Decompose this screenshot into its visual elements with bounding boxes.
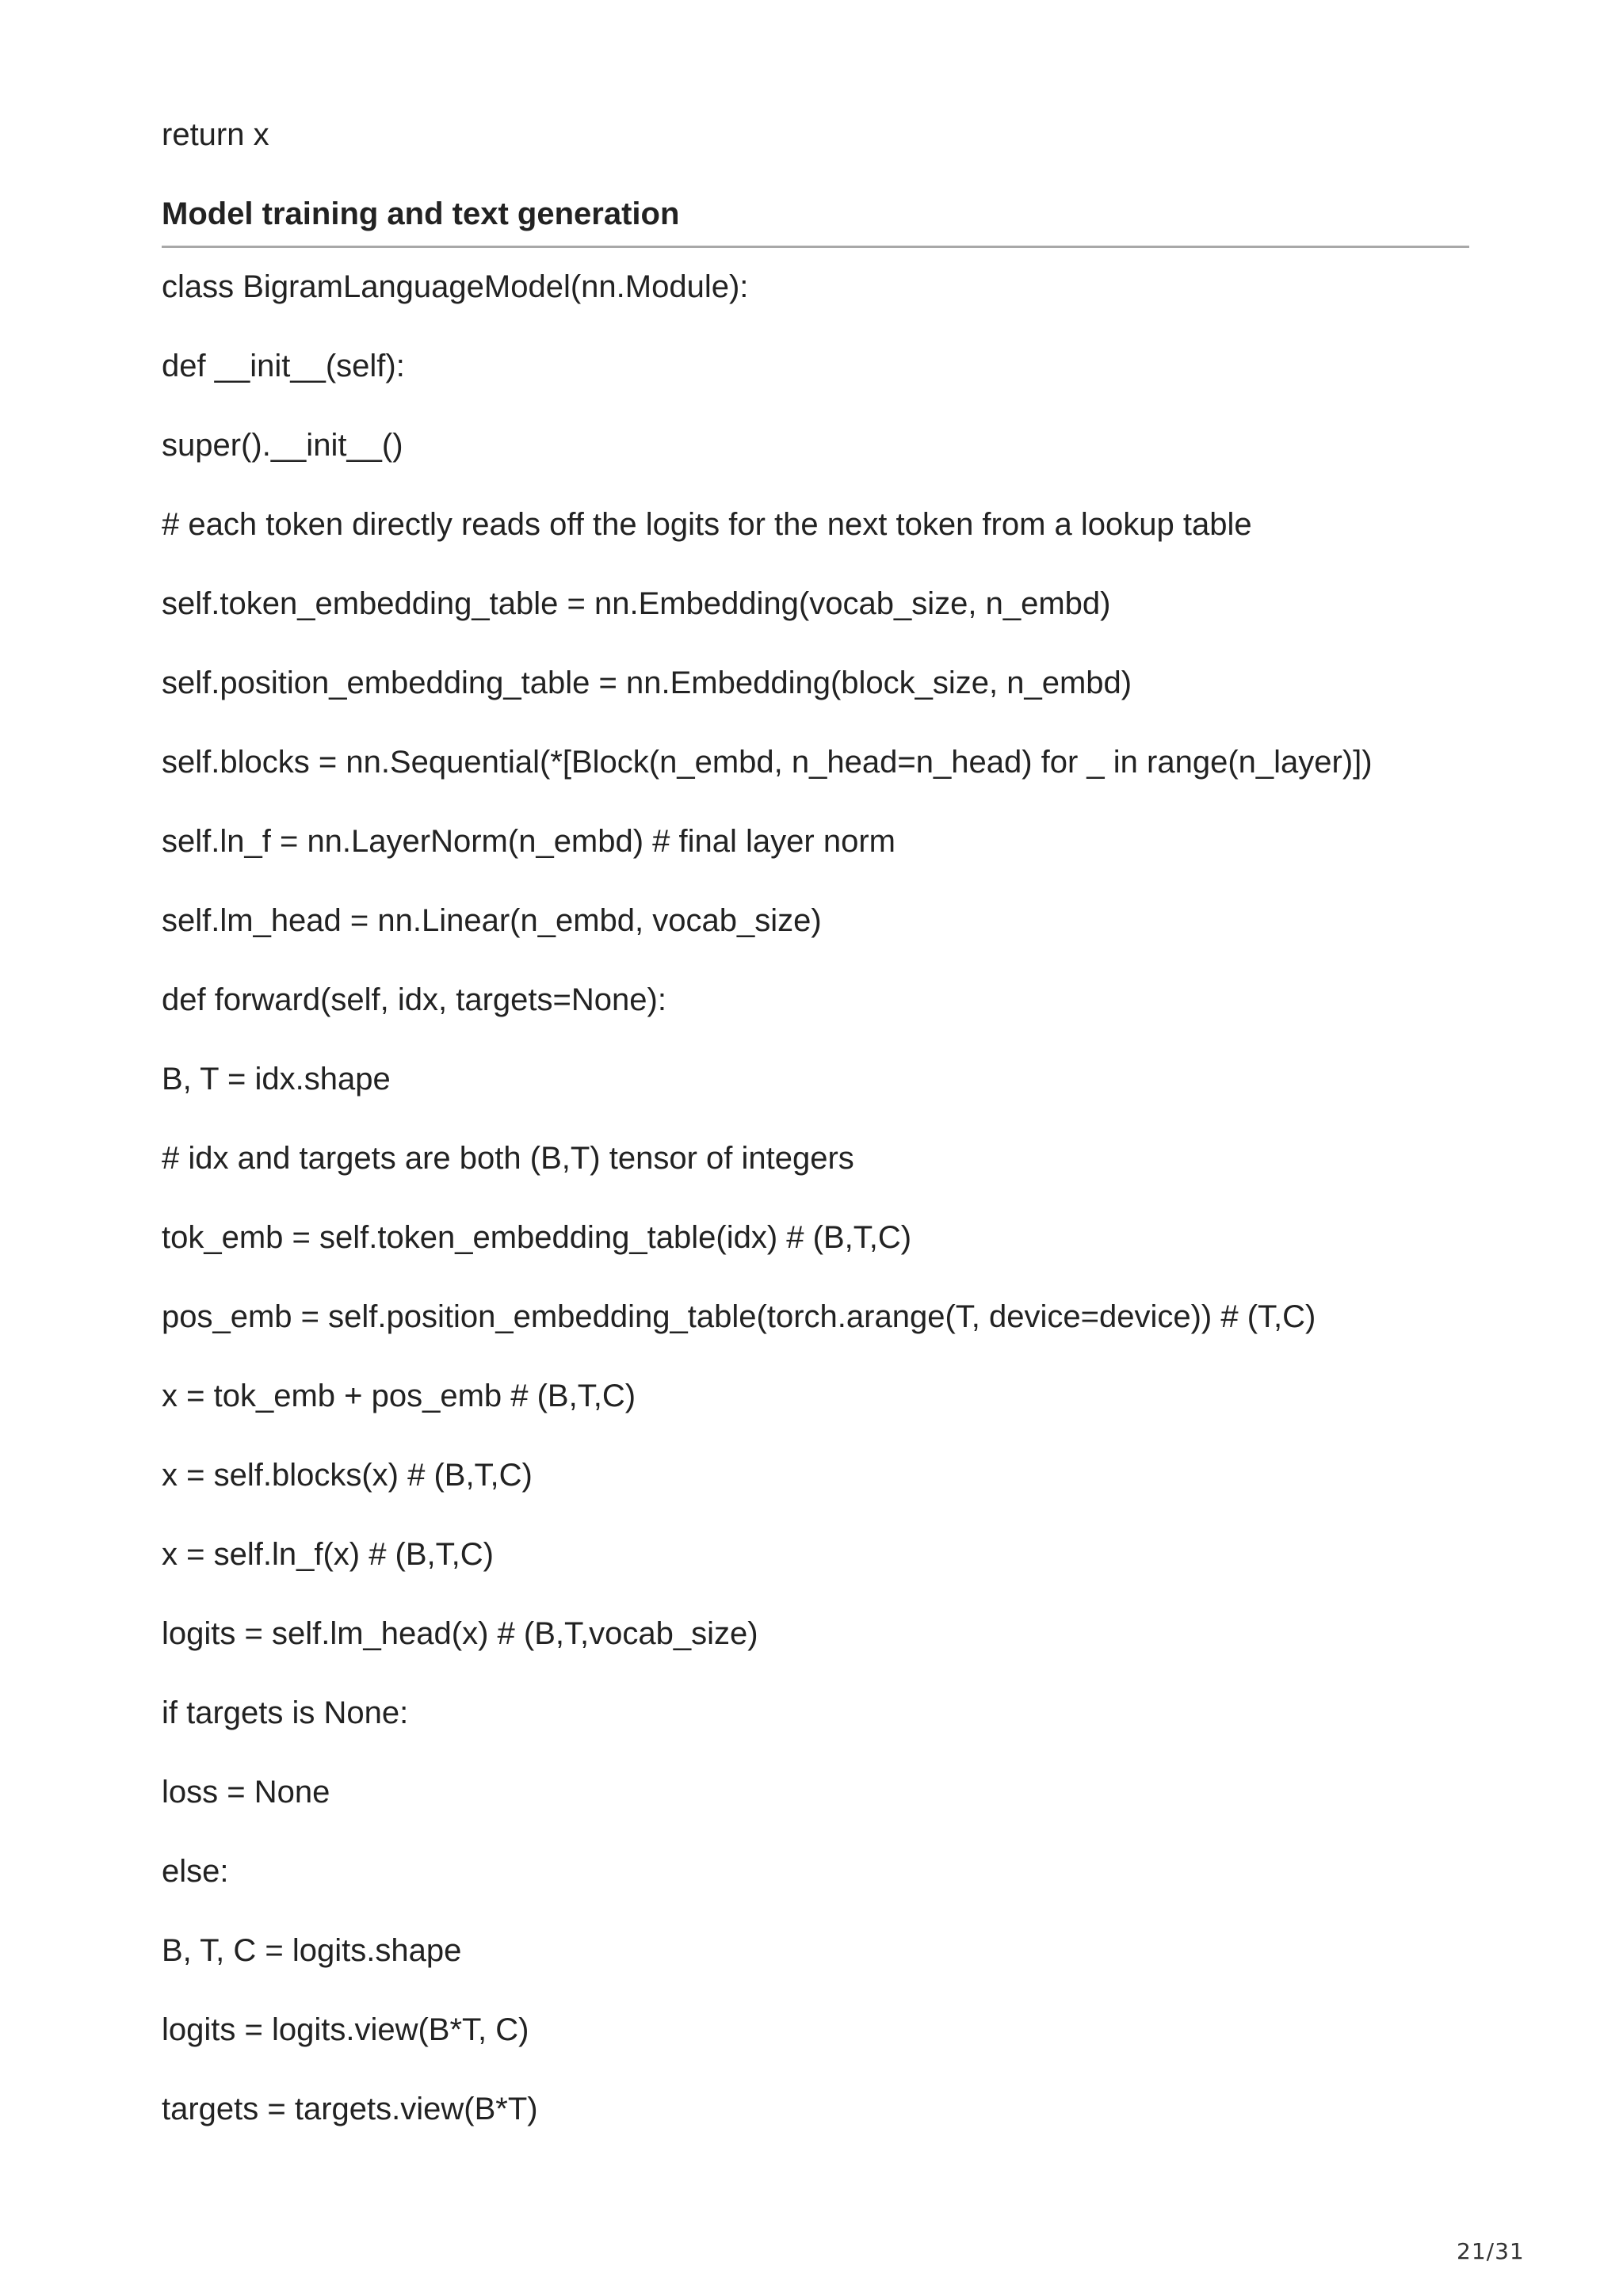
- code-line: if targets is None:: [162, 1695, 409, 1730]
- code-line: self.ln_f = nn.LayerNorm(n_embd) # final layer norm: [162, 824, 896, 859]
- code-line: super().__init__(): [162, 428, 403, 463]
- code-line: self.token_embedding_table = nn.Embedding(vocab_size, n_embd): [162, 586, 1111, 621]
- code-line: tok_emb = self.token_embedding_table(idx) # (B,T,C): [162, 1220, 912, 1255]
- code-line: x = self.ln_f(x) # (B,T,C): [162, 1537, 494, 1572]
- code-line: self.blocks = nn.Sequential(*[Block(n_embd, n_head=n_head) for _ in range(n_layer)]): [162, 745, 1373, 780]
- intro-code-line: return x: [162, 117, 269, 152]
- section-heading: Model training and text generation: [162, 196, 680, 231]
- code-line: class BigramLanguageModel(nn.Module):: [162, 269, 749, 304]
- heading-divider: [162, 246, 1469, 248]
- code-line: self.lm_head = nn.Linear(n_embd, vocab_size): [162, 903, 822, 938]
- code-line: logits = self.lm_head(x) # (B,T,vocab_size): [162, 1616, 758, 1651]
- code-line: loss = None: [162, 1775, 330, 1810]
- code-line: pos_emb = self.position_embedding_table(torch.arange(T, device=device)) # (T,C): [162, 1299, 1316, 1334]
- code-line: x = self.blocks(x) # (B,T,C): [162, 1458, 533, 1493]
- code-line: self.position_embedding_table = nn.Embedding(block_size, n_embd): [162, 666, 1132, 700]
- code-line: def forward(self, idx, targets=None):: [162, 982, 666, 1017]
- code-line: B, T = idx.shape: [162, 1062, 391, 1097]
- code-line: def __init__(self):: [162, 349, 405, 383]
- code-line: x = tok_emb + pos_emb # (B,T,C): [162, 1379, 636, 1413]
- page-number: 21/31: [1457, 2238, 1525, 2264]
- code-line: # each token directly reads off the logits for the next token from a lookup table: [162, 507, 1252, 542]
- code-line: B, T, C = logits.shape: [162, 1933, 462, 1968]
- code-line: # idx and targets are both (B,T) tensor of integers: [162, 1141, 854, 1176]
- code-line: logits = logits.view(B*T, C): [162, 2012, 529, 2047]
- code-line: targets = targets.view(B*T): [162, 2092, 538, 2126]
- code-line: else:: [162, 1854, 229, 1889]
